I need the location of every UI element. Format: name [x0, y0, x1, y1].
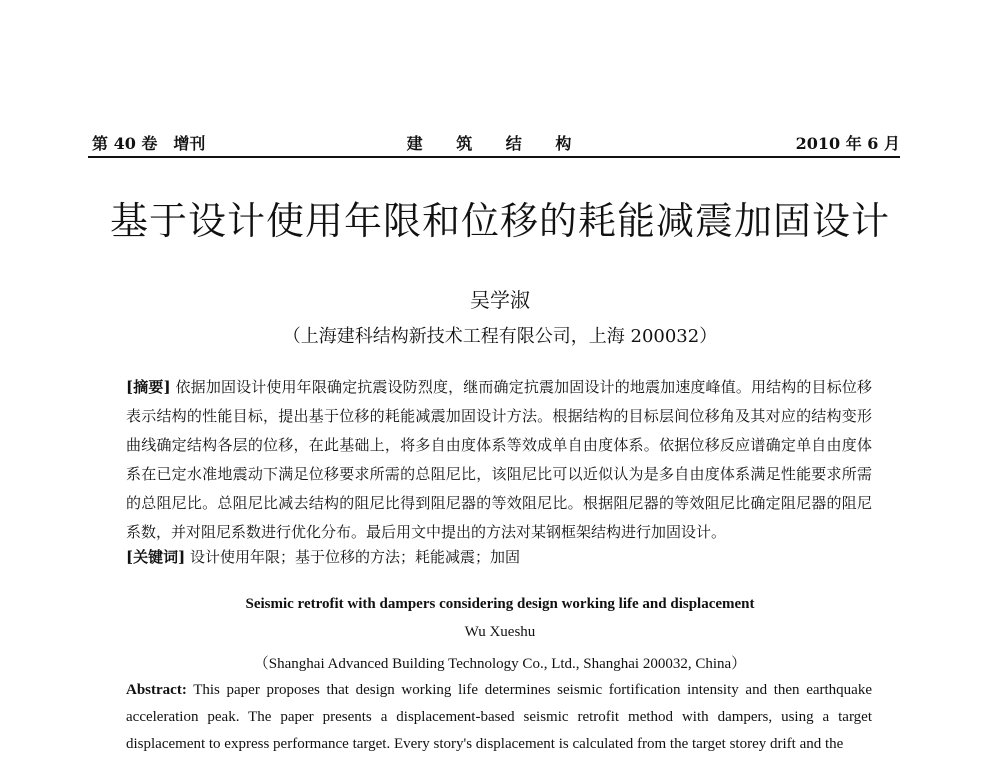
abstract-en-text: This paper proposes that design working life determines seismic fortification intensity and then earthquake acceleration peak. The paper presents a displacement-based seismic retrofit method with dampers, using a target displacement to express performance target. Every story's displacement is calculated from the target storey drift and the — [126, 682, 872, 752]
header-date: 2010 年 6 月 — [795, 134, 900, 153]
keywords-cn-text: 设计使用年限；基于位移的方法；耗能减震；加固 — [185, 548, 520, 566]
paper-title-en: Seismic retrofit with dampers considering design working life and displacement — [245, 596, 755, 612]
header-journal: 建 筑 结 构 — [406, 134, 586, 153]
author-en: Wu Xueshu — [464, 624, 536, 640]
author: 吴学淑 — [470, 288, 530, 312]
paper-title: 基于设计使用年限和位移的耗能减震加固设计 — [109, 199, 890, 243]
abstract-cn-text: 依据加固设计使用年限确定抗震设防烈度，继而确定抗震加固设计的地震加速度峰值。用结构的目标位移表示结构的性能目标，提出基于位移的耗能减震加固设计方法。根据结构的目标层间位移角及其对应的结构变形曲线确定结构各层的位移，在此基础上，将多自由度体系等效成单自由度体系。依据位移反应谱确定单自由度体系在已定水准地震动下满足位移要求所需的总阻尼比，该阻尼比可以近似认为是多自由度体系满足性能要求所需的总阻尼比。总阻尼比减去结构的阻尼比得到阻尼器的等效阻尼比。根据阻尼器的等效阻尼比确定阻尼器的阻尼系数，并对阻尼系数进行优化分布。最后用文中提出的方法对某钢框架结构进行加固设计。 — [126, 378, 872, 541]
affiliation: （上海建科结构新技术工程有限公司，上海 200032） — [282, 326, 718, 347]
affiliation-en: （Shanghai Advanced Building Technology Co., Ltd., Shanghai 200032, China） — [253, 656, 747, 672]
abstract-en — [126, 677, 872, 758]
keywords-cn — [126, 543, 872, 572]
header-rule — [88, 156, 900, 158]
abstract-cn — [126, 373, 872, 547]
running-header — [92, 131, 900, 155]
keywords-cn-label: [关键词] — [126, 548, 186, 566]
abstract-en-label: Abstract: — [126, 682, 187, 698]
header-volume: 第 40 卷 增刊 — [92, 134, 206, 153]
abstract-cn-label: [摘要] — [126, 378, 171, 396]
